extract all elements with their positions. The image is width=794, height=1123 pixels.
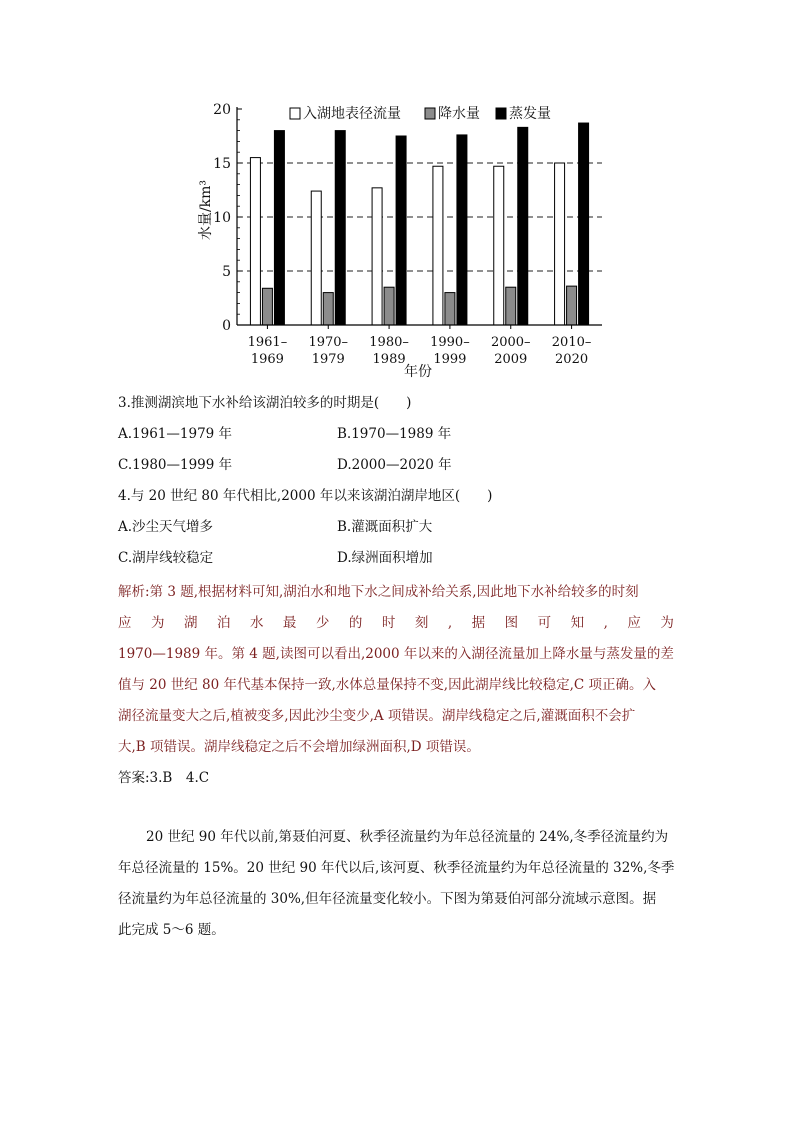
- q3-option-d: D.2000—2020 年: [337, 457, 452, 473]
- q4-option-d: D.绿洲面积增加: [337, 550, 433, 566]
- analysis-line-2-char: 时: [381, 615, 396, 631]
- x-tick-label: 1989: [372, 352, 406, 367]
- analysis-line-3: 1970—1989 年。第 4 题,读图可以看出,2000 年以来的入湖径流量加上降水量与蒸发量的差: [118, 646, 674, 662]
- analysis-line-1: 解析:第 3 题,根据材料可知,湖泊水和地下水之间成补给关系,因此地下水补给较多的时刻: [118, 584, 639, 600]
- analysis-line-2-char: 可: [537, 615, 552, 631]
- analysis-line-2-char: 知: [570, 615, 585, 631]
- analysis-line-2-char: 最: [282, 615, 297, 631]
- bar: [494, 166, 504, 325]
- bars: [250, 123, 588, 325]
- analysis-line-2: [118, 613, 674, 633]
- answer-line: 答案:3.B 4.C: [118, 770, 210, 786]
- analysis-line-2-char: 水: [249, 615, 264, 631]
- q4-option-b: B.灌溉面积扩大: [337, 519, 433, 535]
- x-tick-label: 1979: [311, 352, 345, 367]
- bar: [457, 135, 467, 325]
- analysis-line-2-char: 据: [471, 615, 486, 631]
- water-volume-bar-chart: [190, 95, 610, 385]
- grid-lines: [237, 163, 602, 271]
- bar: [274, 131, 284, 325]
- analysis-line-4: 值与 20 世纪 80 年代基本保持一致,水体总量保持不变,因此湖岸线比较稳定,C 项正确。入: [118, 677, 657, 693]
- x-category-labels: [248, 335, 592, 367]
- analysis-line-6: 大,B 项错误。湖岸线稳定之后不会增加绿洲面积,D 项错误。: [118, 739, 480, 755]
- y-tick-label: 15: [213, 156, 231, 172]
- x-tick-label: 2000–: [490, 335, 531, 350]
- analysis-line-2-char: 应: [627, 615, 641, 631]
- y-axis-title: 水量/km³: [198, 179, 214, 241]
- y-tick-labels: [213, 102, 231, 334]
- legend-swatch: [290, 108, 300, 119]
- bar: [445, 293, 455, 325]
- y-tick-label: 10: [213, 210, 231, 226]
- bar: [518, 127, 528, 325]
- bar: [250, 158, 260, 325]
- q4-option-a: A.沙尘天气增多: [118, 519, 214, 535]
- legend-label: 降水量: [438, 106, 480, 122]
- bar: [323, 293, 333, 325]
- y-tick-label: 20: [213, 102, 231, 118]
- q3-option-b: B.1970—1989 年: [337, 426, 452, 442]
- analysis-line-2-char: 少: [315, 615, 330, 631]
- y-tick-label: 0: [222, 318, 231, 334]
- legend-swatch: [425, 108, 435, 119]
- x-axis-title: 年份: [404, 364, 432, 380]
- analysis-line-2-char: 为: [660, 615, 674, 631]
- analysis-line-2-char: 湖: [183, 615, 198, 631]
- question-3-stem: 3.推测湖滨地下水补给该湖泊较多的时期是( ): [118, 395, 412, 411]
- x-tick-label: 2020: [555, 352, 589, 367]
- passage-line-4: 此完成 5～6 题。: [118, 922, 225, 938]
- x-tick-label: 2010–: [551, 335, 592, 350]
- bar: [372, 188, 382, 325]
- analysis-line-5: 湖径流量变大之后,植被变多,因此沙尘变少,A 项错误。湖岸线稳定之后,灌溉面积不会扩: [118, 708, 636, 724]
- passage-line-2: 年总径流量的 15%。20 世纪 90 年代以后,该河夏、秋季径流量约为年总径流量的 32%,冬季: [118, 860, 675, 876]
- q4-option-c: C.湖岸线较稳定: [118, 550, 214, 566]
- bar: [433, 166, 443, 325]
- x-tick-label: 1969: [250, 352, 284, 367]
- analysis-line-2-char: 的: [348, 615, 363, 631]
- x-tick-label: 1961–: [247, 335, 288, 350]
- bar: [506, 287, 516, 325]
- bar: [555, 163, 565, 325]
- bar: [579, 123, 589, 325]
- x-tick-label: 1970–: [308, 335, 349, 350]
- bar: [311, 191, 321, 325]
- bar: [335, 131, 345, 325]
- passage-line-1: 20 世纪 90 年代以前,第聂伯河夏、秋季径流量约为年总径流量的 24%,冬季径流量约为: [146, 829, 669, 845]
- analysis-line-2-char: 应: [118, 615, 132, 631]
- bar: [567, 286, 577, 325]
- axes: [237, 107, 602, 329]
- x-tick-label: 1990–: [430, 335, 470, 350]
- x-tick-label: 2009: [494, 352, 528, 367]
- x-tick-label: 1999: [433, 352, 467, 367]
- legend-swatch: [496, 108, 506, 119]
- legend-label: 蒸发量: [509, 106, 551, 122]
- analysis-line-2-char: 为: [150, 615, 165, 631]
- x-tick-label: 1980–: [369, 335, 409, 350]
- y-tick-label: 5: [222, 264, 231, 280]
- analysis-line-2-char: ,: [603, 615, 608, 631]
- q3-option-c: C.1980—1999 年: [118, 457, 233, 473]
- question-4-stem: 4.与 20 世纪 80 年代相比,2000 年以来该湖泊湖岸地区( ): [118, 488, 493, 504]
- q3-option-a: A.1961—1979 年: [118, 426, 233, 442]
- bar: [262, 288, 272, 325]
- analysis-line-2-char: 泊: [216, 615, 231, 631]
- analysis-line-2-char: 图: [504, 615, 519, 631]
- bar: [396, 136, 406, 325]
- legend-label: 入湖地表径流量: [303, 106, 401, 122]
- bar: [384, 287, 394, 325]
- analysis-line-2-char: ,: [447, 615, 453, 631]
- analysis-line-2-char: 刻: [414, 615, 429, 631]
- legend: [290, 105, 551, 122]
- passage-line-3: 径流量约为年总径流量的 30%,但年径流量变化较小。下图为第聂伯河部分流域示意图。据: [118, 891, 657, 907]
